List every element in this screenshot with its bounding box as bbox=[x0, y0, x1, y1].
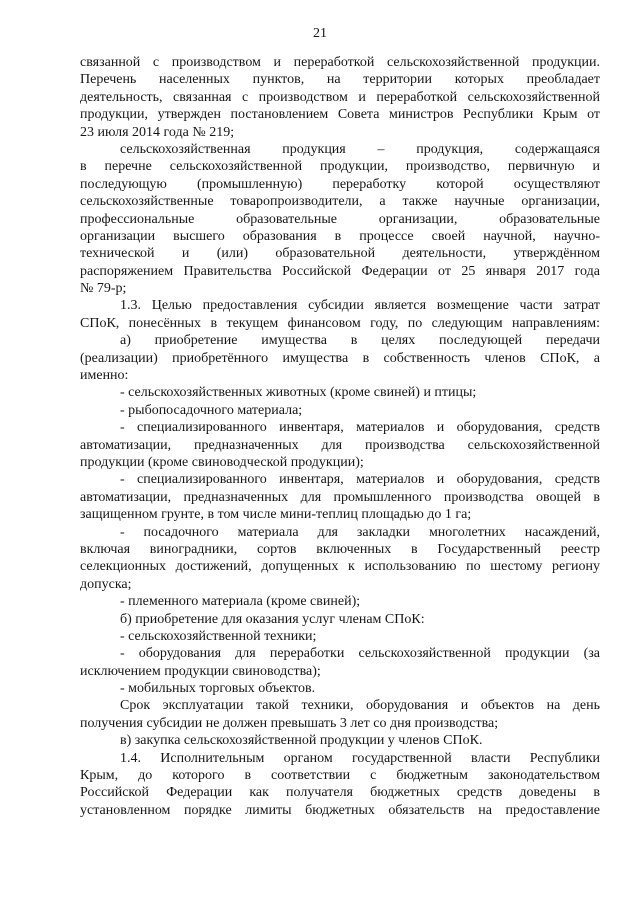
text-line: б) приобретение для оказания услуг членам СПоК: bbox=[120, 611, 425, 627]
text-line: сельскохозяйственная продукция – продукция, содержащаяся bbox=[120, 141, 600, 157]
text-line: а) приобретение имущества в целях последующей передачи bbox=[120, 333, 600, 349]
text-line: - рыбопосадочного материала; bbox=[120, 402, 303, 418]
text-line: - специализированного инвентаря, материалов и оборудования, средств bbox=[120, 472, 600, 488]
text-line: - сельскохозяйственных животных (кроме свиней) и птицы; bbox=[120, 385, 477, 401]
text-line: - племенного материала (кроме свиней); bbox=[120, 594, 361, 610]
text-line: в перечне сельскохозяйственной продукции, производство, первичную и bbox=[80, 159, 600, 175]
text-line: 23 июля 2014 года № 219; bbox=[80, 124, 235, 140]
text-line: Российской Федерации как получателя бюджетных средств доведены в bbox=[80, 785, 600, 801]
text-line: Крым, до которого в соответствии с бюджетным законодательством bbox=[80, 768, 600, 784]
text-line: включая виноградники, сортов включенных в Государственный реестр bbox=[80, 541, 600, 557]
text-line: № 79-р; bbox=[80, 281, 127, 297]
text-line: (реализации) приобретённого имущества в собственность членов СПоК, а bbox=[80, 350, 600, 366]
text-line: допуска; bbox=[80, 576, 132, 592]
text-line: - мобильных торговых объектов. bbox=[120, 681, 316, 697]
text-line: защищенном грунте, в том числе мини-теплиц площадью до 1 га; bbox=[80, 507, 472, 523]
text-line: продукции (кроме свиноводческой продукции); bbox=[80, 454, 364, 470]
text-line: - посадочного материала для закладки многолетних насаждений, bbox=[120, 524, 600, 540]
text-line: получения субсидии не должен превышать 3 лет со дня производства; bbox=[80, 715, 499, 731]
text-line: Срок эксплуатации такой техники, оборудования и объектов на день bbox=[120, 698, 600, 714]
text-line: сельскохозяйственные товаропроизводители, а также научные организации, bbox=[80, 194, 600, 210]
text-line: распоряжением Правительства Российской Федерации от 25 января 2017 года bbox=[80, 263, 600, 279]
text-line: - сельскохозяйственной техники; bbox=[120, 628, 317, 644]
text-line: технической и (или) образовательной деятельности, утверждённом bbox=[80, 246, 600, 262]
text-line: 1.3. Целью предоставления субсидии является возмещение части затрат bbox=[120, 298, 600, 314]
page-number: 21 bbox=[313, 26, 327, 41]
text-line: селекционных достижений, допущенных к использованию по шестому региону bbox=[80, 559, 600, 575]
text-line: продукции, утвержден постановлением Совета министров Республики Крым от bbox=[80, 107, 600, 123]
text-line: 1.4. Исполнительным органом государственной власти Республики bbox=[120, 750, 600, 766]
document-body bbox=[80, 54, 600, 819]
text-line: установленном порядке лимиты бюджетных обязательств на предоставление bbox=[80, 802, 600, 818]
text-line: исключением продукции свиноводства); bbox=[80, 663, 321, 679]
text-line: автоматизации, предназначенных для производства сельскохозяйственной bbox=[80, 437, 600, 453]
text-line: профессиональные образовательные организации, образовательные bbox=[80, 211, 600, 227]
text-line: автоматизации, предназначенных для промышленного производства овощей в bbox=[80, 489, 600, 505]
text-line: - специализированного инвентаря, материалов и оборудования, средств bbox=[120, 420, 600, 436]
text-line: в) закупка сельскохозяйственной продукции у членов СПоК. bbox=[120, 733, 483, 749]
text-line: Перечень населенных пунктов, на территории которых преобладает bbox=[80, 72, 600, 88]
text-line: СПоК, понесённых в текущем финансовом году, по следующим направлениям: bbox=[80, 315, 600, 331]
text-line: именно: bbox=[80, 368, 129, 384]
text-line: организации высшего образования в процессе своей научной, научно- bbox=[80, 228, 600, 244]
text-line: деятельность, связанная с производством и переработкой сельскохозяйственной bbox=[80, 89, 600, 105]
text-line: связанной с производством и переработкой сельскохозяйственной продукции. bbox=[80, 55, 600, 70]
text-line: последующую (промышленную) переработку которой осуществляют bbox=[80, 176, 600, 192]
text-line: - оборудования для переработки сельскохозяйственной продукции (за bbox=[120, 646, 600, 662]
